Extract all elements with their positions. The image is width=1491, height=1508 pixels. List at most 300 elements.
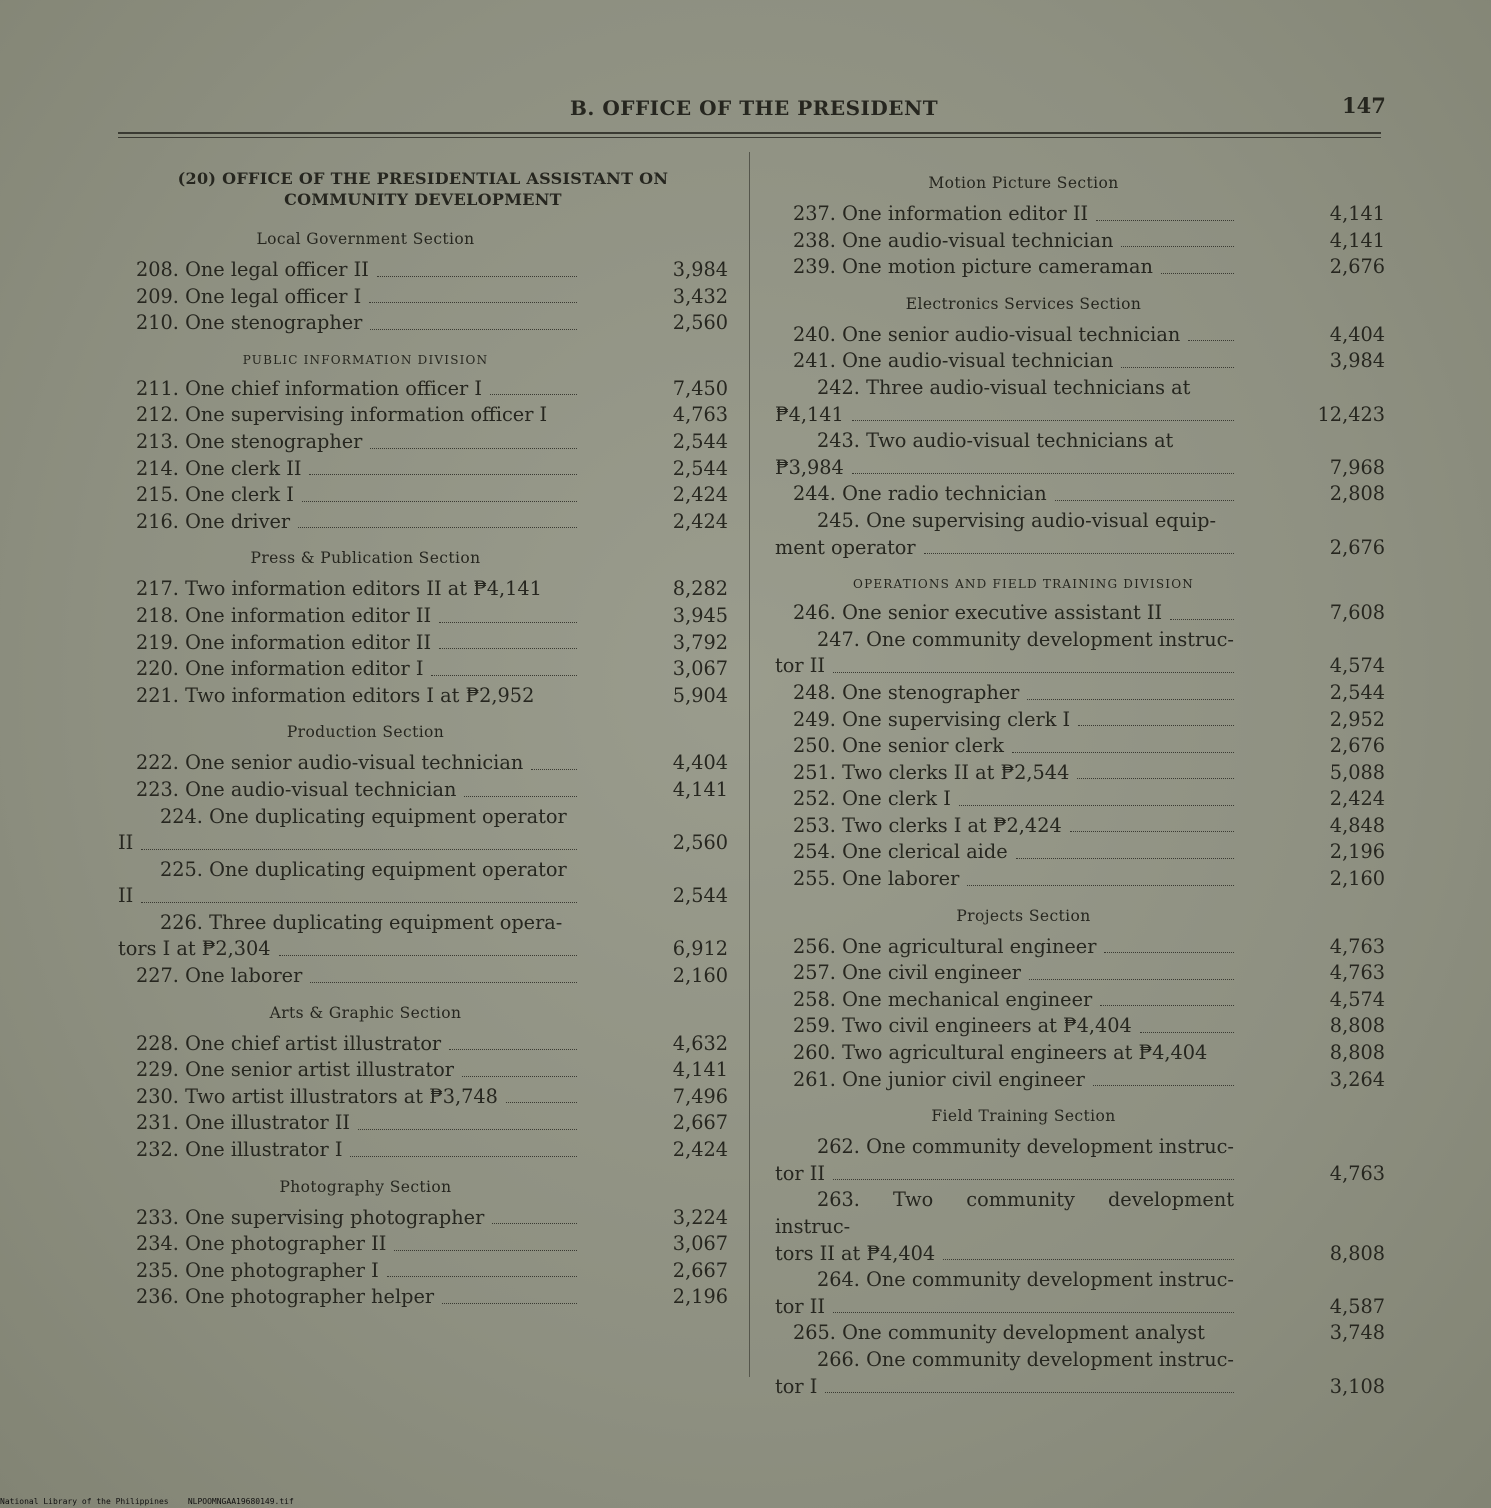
item-number: 225.	[160, 857, 203, 881]
line-item	[775, 627, 1387, 680]
item-text-continuation: tor I	[775, 1374, 818, 1398]
line-item-description	[775, 934, 1234, 961]
line-item-text	[118, 1284, 434, 1311]
line-item-text	[775, 254, 1153, 281]
line-item-text	[775, 1134, 1234, 1161]
dot-leader	[1016, 858, 1234, 859]
section-title: Local Government Section	[256, 230, 475, 248]
line-item	[118, 310, 728, 337]
amount: 7,968	[1329, 455, 1385, 479]
item-number: 224.	[160, 804, 203, 828]
item-text: Two audio-visual technicians at	[866, 429, 1174, 453]
item-number: 246.	[793, 601, 836, 625]
line-item	[775, 987, 1387, 1014]
line-item-description	[775, 987, 1234, 1014]
line-item-text	[775, 428, 1234, 455]
line-item-description	[775, 680, 1234, 707]
dot-leader	[531, 769, 577, 770]
section-title: Field Training Section	[931, 1107, 1116, 1126]
item-number: 229.	[136, 1058, 179, 1082]
amount: 4,763	[1329, 1161, 1385, 1185]
amount: 4,574	[1329, 987, 1385, 1011]
continuation-line	[118, 830, 577, 857]
dot-leader	[943, 1259, 1234, 1260]
line-item-description	[118, 683, 577, 710]
line-item	[118, 630, 728, 657]
line-item	[775, 428, 1387, 481]
item-text: One agricultural engineer	[842, 934, 1097, 958]
line-item-text	[118, 750, 523, 777]
line-item-text	[118, 1231, 386, 1258]
item-number: 255.	[793, 867, 836, 891]
line-item-text	[775, 987, 1092, 1014]
amount: 5,904	[672, 683, 728, 707]
division-title: OPERATIONS AND FIELD TRAINING DIVISION	[853, 577, 1194, 592]
item-text-continuation: II	[118, 831, 134, 855]
dot-leader	[1027, 699, 1234, 700]
dot-leader	[1121, 246, 1234, 247]
line-item-text	[118, 284, 361, 311]
item-number: 230.	[136, 1084, 179, 1108]
dot-leader	[833, 1179, 1234, 1180]
line-item-text	[775, 322, 1180, 349]
amount: 2,676	[1329, 255, 1385, 279]
item-number: 244.	[793, 482, 836, 506]
amount: 4,587	[1329, 1294, 1385, 1318]
item-text: One information editor II	[842, 202, 1089, 225]
line-item	[775, 322, 1387, 349]
line-item-text	[775, 866, 959, 893]
line-item-text	[775, 508, 1234, 535]
line-item-description	[118, 857, 577, 910]
line-item	[118, 1205, 728, 1232]
line-item-text	[118, 656, 423, 683]
item-number: 241.	[793, 349, 836, 373]
line-item-description	[118, 1231, 577, 1258]
amount: 4,404	[672, 751, 728, 775]
item-text: One chief artist illustrator	[185, 1031, 442, 1055]
footer-library: National Library of the Philippines	[0, 1497, 169, 1506]
dot-leader	[387, 1276, 577, 1277]
line-item-text	[775, 960, 1021, 987]
line-item-description	[118, 402, 577, 429]
line-item-description	[775, 1067, 1234, 1094]
item-text: Two community development instruc-	[775, 1188, 1234, 1238]
dot-leader	[1140, 1032, 1234, 1033]
line-item-text	[775, 627, 1234, 654]
item-number: 228.	[136, 1031, 179, 1055]
line-item-text	[775, 201, 1088, 228]
line-item-description	[118, 1258, 577, 1285]
line-item-description	[775, 760, 1234, 787]
dot-leader	[1100, 1005, 1234, 1006]
line-item	[775, 1013, 1387, 1040]
amount: 4,632	[672, 1031, 728, 1055]
item-text: One community development instruc-	[866, 1135, 1234, 1159]
line-item-text	[775, 733, 1004, 760]
amount: 2,544	[672, 884, 728, 908]
line-item-description	[775, 1134, 1234, 1187]
left-sections	[118, 230, 728, 1311]
line-item	[775, 733, 1387, 760]
line-item-text	[775, 839, 1008, 866]
item-text: Two information editors II at ₱4,141	[185, 577, 542, 601]
item-number: 247.	[817, 627, 860, 651]
amount: 8,808	[1329, 1041, 1385, 1065]
line-item-description	[118, 804, 577, 857]
line-item-description	[118, 910, 577, 963]
line-item-description	[118, 656, 577, 683]
amount: 2,544	[672, 429, 728, 453]
dot-leader	[394, 1250, 577, 1251]
dot-leader	[298, 527, 577, 528]
line-item	[775, 934, 1387, 961]
line-item	[118, 910, 728, 963]
amount: 8,808	[1329, 1241, 1385, 1265]
item-text-continuation: ₱4,141	[775, 402, 844, 426]
item-number: 217.	[136, 577, 179, 601]
dot-leader	[1170, 619, 1234, 620]
amount: 3,067	[672, 657, 728, 681]
item-text: One duplicating equipment operator	[209, 804, 567, 828]
line-item-text	[118, 804, 577, 831]
line-item	[118, 750, 728, 777]
line-item-description	[775, 1040, 1234, 1067]
item-text: Two artist illustrators at ₱3,748	[185, 1084, 498, 1108]
line-item	[775, 508, 1387, 561]
item-text: One laborer	[185, 964, 303, 988]
item-text: One senior clerk	[842, 734, 1004, 758]
item-text: One photographer I	[185, 1258, 379, 1282]
item-text: One driver	[185, 509, 291, 533]
continuation-line	[118, 883, 577, 910]
line-item	[775, 375, 1387, 428]
line-item	[775, 600, 1387, 627]
line-item-description	[118, 1110, 577, 1137]
line-item-description	[775, 627, 1234, 680]
line-item-description	[775, 481, 1234, 508]
dot-leader	[464, 796, 577, 797]
item-number: 253.	[793, 813, 836, 837]
line-item-description	[775, 786, 1234, 813]
line-item	[775, 813, 1387, 840]
line-item-text	[118, 777, 456, 804]
line-item	[118, 1057, 728, 1084]
line-item	[775, 707, 1387, 734]
line-item	[118, 804, 728, 857]
dot-leader	[310, 982, 577, 983]
amount: 4,141	[1329, 202, 1385, 225]
line-item-description	[775, 1320, 1234, 1347]
item-number: 266.	[817, 1347, 860, 1371]
line-item	[775, 254, 1387, 281]
line-item-description	[775, 201, 1234, 228]
amount: 2,544	[672, 456, 728, 480]
line-item-description	[775, 228, 1234, 255]
item-text: One supervising information officer I	[185, 403, 548, 427]
line-item-text	[118, 1057, 454, 1084]
item-text-continuation: ment operator	[775, 535, 916, 559]
line-item-description	[775, 1267, 1234, 1320]
line-item-text	[118, 257, 369, 284]
line-item-description	[775, 322, 1234, 349]
item-text: One audio-visual technician	[185, 777, 457, 801]
line-item-text	[775, 813, 1062, 840]
section-title: Projects Section	[956, 906, 1091, 925]
line-item	[118, 576, 728, 603]
item-number: 235.	[136, 1258, 179, 1282]
line-item	[775, 866, 1387, 893]
item-number: 256.	[793, 934, 836, 958]
amount: 2,667	[672, 1258, 728, 1282]
amount: 4,404	[1329, 322, 1385, 346]
dot-leader	[1078, 725, 1234, 726]
line-item-description	[775, 866, 1234, 893]
item-number: 221.	[136, 683, 179, 707]
page-header-title: B. OFFICE OF THE PRESIDENT	[570, 96, 939, 120]
line-item-description	[118, 257, 577, 284]
amount: 5,088	[1329, 760, 1385, 784]
line-item-text	[118, 456, 301, 483]
line-item-text	[118, 1084, 498, 1111]
item-text-continuation: tors II at ₱4,404	[775, 1241, 936, 1265]
section-title: Press & Publication Section	[250, 549, 481, 568]
line-item	[775, 481, 1387, 508]
right-sections	[775, 174, 1387, 1400]
dot-leader	[959, 805, 1234, 806]
amount: 2,560	[672, 311, 728, 335]
item-number: 245.	[817, 508, 860, 532]
line-item-text	[775, 1067, 1085, 1094]
item-number: 238.	[793, 228, 836, 252]
line-item-description	[118, 310, 577, 337]
dot-leader	[1093, 1085, 1234, 1086]
line-item	[118, 1284, 728, 1311]
line-item	[118, 1137, 728, 1164]
item-number: 218.	[136, 603, 179, 627]
item-text: One stenographer	[185, 429, 363, 453]
amount: 3,067	[672, 1232, 728, 1256]
item-text: One stenographer	[185, 311, 363, 335]
section-title: Production Section	[286, 723, 445, 742]
item-number: 227.	[136, 964, 179, 988]
dot-leader	[506, 1102, 577, 1103]
line-item	[118, 376, 728, 403]
line-item-description	[775, 839, 1234, 866]
line-item-description	[775, 707, 1234, 734]
item-text: One information editor II	[185, 630, 432, 654]
item-number: 250.	[793, 734, 836, 758]
item-number: 222.	[136, 751, 179, 775]
amount: 2,160	[672, 964, 728, 988]
line-item	[775, 1040, 1387, 1067]
line-item-text	[118, 1258, 379, 1285]
dot-leader	[1077, 778, 1234, 779]
item-text: One illustrator II	[185, 1111, 351, 1135]
line-item-text	[118, 630, 431, 657]
amount: 3,224	[672, 1205, 728, 1229]
line-item	[118, 257, 728, 284]
amount: 8,808	[1329, 1014, 1385, 1038]
line-item	[118, 777, 728, 804]
amount: 2,952	[1329, 707, 1385, 731]
line-item-description	[775, 813, 1234, 840]
item-text: Two clerks II at ₱2,544	[842, 760, 1070, 784]
line-item	[775, 1347, 1387, 1400]
dot-leader	[852, 420, 1234, 421]
line-item	[118, 963, 728, 990]
amount: 4,848	[1329, 813, 1385, 837]
line-item-text	[775, 375, 1234, 402]
item-number: 261.	[793, 1067, 836, 1091]
amount: 2,544	[1329, 680, 1385, 704]
line-item-description	[118, 284, 577, 311]
item-number: 252.	[793, 787, 836, 811]
amount: 4,141	[672, 777, 728, 801]
amount: 2,424	[672, 483, 728, 507]
dot-leader	[1055, 500, 1234, 501]
line-item-description	[775, 375, 1234, 428]
line-item-text	[775, 1267, 1234, 1294]
dot-leader	[350, 1156, 577, 1157]
line-item-text	[775, 1320, 1205, 1347]
dot-leader	[431, 675, 577, 676]
line-item-text	[775, 228, 1113, 255]
line-item	[118, 429, 728, 456]
line-item-description	[118, 750, 577, 777]
line-item-text	[118, 576, 542, 603]
line-item-text	[118, 910, 577, 937]
line-item-description	[775, 1187, 1234, 1267]
line-item	[775, 680, 1387, 707]
line-item-description	[775, 428, 1234, 481]
amount: 7,496	[672, 1084, 728, 1108]
line-item	[775, 839, 1387, 866]
line-item-text	[118, 963, 302, 990]
line-item	[118, 456, 728, 483]
item-text: One clerical aide	[842, 840, 1008, 864]
item-number: 257.	[793, 961, 836, 985]
dot-leader	[1029, 979, 1234, 980]
line-item-description	[775, 600, 1234, 627]
section-title: Arts & Graphic Section	[269, 1003, 462, 1022]
dot-leader	[924, 553, 1234, 554]
line-item-text	[118, 1137, 342, 1164]
line-item-text	[118, 509, 290, 536]
item-text: One senior executive assistant II	[842, 601, 1163, 625]
line-item	[118, 509, 728, 536]
continuation-line	[775, 455, 1234, 482]
line-item-description	[118, 456, 577, 483]
amount: 2,676	[1329, 734, 1385, 758]
line-item-description	[775, 960, 1234, 987]
dot-leader	[1104, 952, 1234, 953]
line-item	[118, 482, 728, 509]
item-number: 223.	[136, 777, 179, 801]
continuation-line	[775, 1161, 1234, 1188]
item-number: 260.	[793, 1041, 836, 1065]
line-item	[775, 1267, 1387, 1320]
item-number: 264.	[817, 1268, 860, 1292]
line-item	[775, 1067, 1387, 1094]
item-number: 216.	[136, 509, 179, 533]
dot-leader	[141, 902, 577, 903]
amount: 3,945	[672, 603, 728, 627]
item-number: 258.	[793, 987, 836, 1011]
item-text: One photographer helper	[185, 1285, 435, 1309]
item-text: One community development instruc-	[866, 1347, 1234, 1371]
item-text-continuation: tors I at ₱2,304	[118, 937, 271, 961]
item-number: 220.	[136, 657, 179, 681]
amount: 3,984	[672, 258, 728, 281]
section-title: Photography Section	[279, 1177, 452, 1196]
division-title: PUBLIC INFORMATION DIVISION	[242, 352, 489, 367]
item-number: 254.	[793, 840, 836, 864]
line-item-text	[118, 429, 362, 456]
line-item-description	[775, 1347, 1234, 1400]
office-heading-line1: (20) OFFICE OF THE PRESIDENTIAL ASSISTANT ON	[177, 169, 669, 188]
line-item-description	[118, 1284, 577, 1311]
item-text: Three audio-visual technicians at	[866, 375, 1191, 399]
amount: 4,763	[1329, 934, 1385, 958]
amount: 6,912	[672, 937, 728, 961]
dot-leader	[825, 1392, 1234, 1393]
line-item	[775, 760, 1387, 787]
item-text: One photographer II	[185, 1232, 387, 1256]
line-item-description	[775, 254, 1234, 281]
item-number: 239.	[793, 255, 836, 279]
amount: 3,264	[1329, 1067, 1385, 1091]
line-item-description	[118, 1137, 577, 1164]
item-text: One junior civil engineer	[842, 1067, 1085, 1091]
header-rule-thin	[118, 137, 1381, 138]
item-text: One supervising photographer	[185, 1205, 485, 1229]
dot-leader	[370, 329, 577, 330]
dot-leader	[852, 473, 1234, 474]
line-item-text	[775, 934, 1096, 961]
amount: 2,560	[672, 831, 728, 855]
dot-leader	[1070, 831, 1234, 832]
amount: 2,676	[1329, 535, 1385, 559]
line-item	[775, 201, 1387, 228]
item-text: One stenographer	[842, 680, 1020, 704]
item-text-continuation: tor II	[775, 1161, 825, 1185]
amount: 7,608	[1329, 601, 1385, 625]
line-item	[118, 1110, 728, 1137]
dot-leader	[439, 648, 577, 649]
line-item	[775, 1320, 1387, 1347]
item-text: One legal officer II	[185, 258, 369, 281]
line-item	[118, 1258, 728, 1285]
item-number: 242.	[817, 375, 860, 399]
line-item-text	[118, 1205, 484, 1232]
item-text: One mechanical engineer	[842, 987, 1093, 1011]
office-heading	[118, 168, 728, 210]
amount: 4,763	[672, 403, 728, 427]
line-item	[775, 960, 1387, 987]
dot-leader	[370, 448, 577, 449]
item-number: 262.	[817, 1135, 860, 1159]
item-number: 210.	[136, 311, 179, 335]
dot-leader	[449, 1049, 577, 1050]
item-text: Two agricultural engineers at ₱4,404	[842, 1041, 1208, 1065]
line-item-text	[775, 760, 1069, 787]
item-text: One laborer	[842, 867, 960, 891]
item-text: One clerk II	[185, 456, 302, 480]
item-text: One senior artist illustrator	[185, 1058, 454, 1082]
line-item-text	[775, 707, 1070, 734]
dot-leader	[967, 885, 1234, 886]
